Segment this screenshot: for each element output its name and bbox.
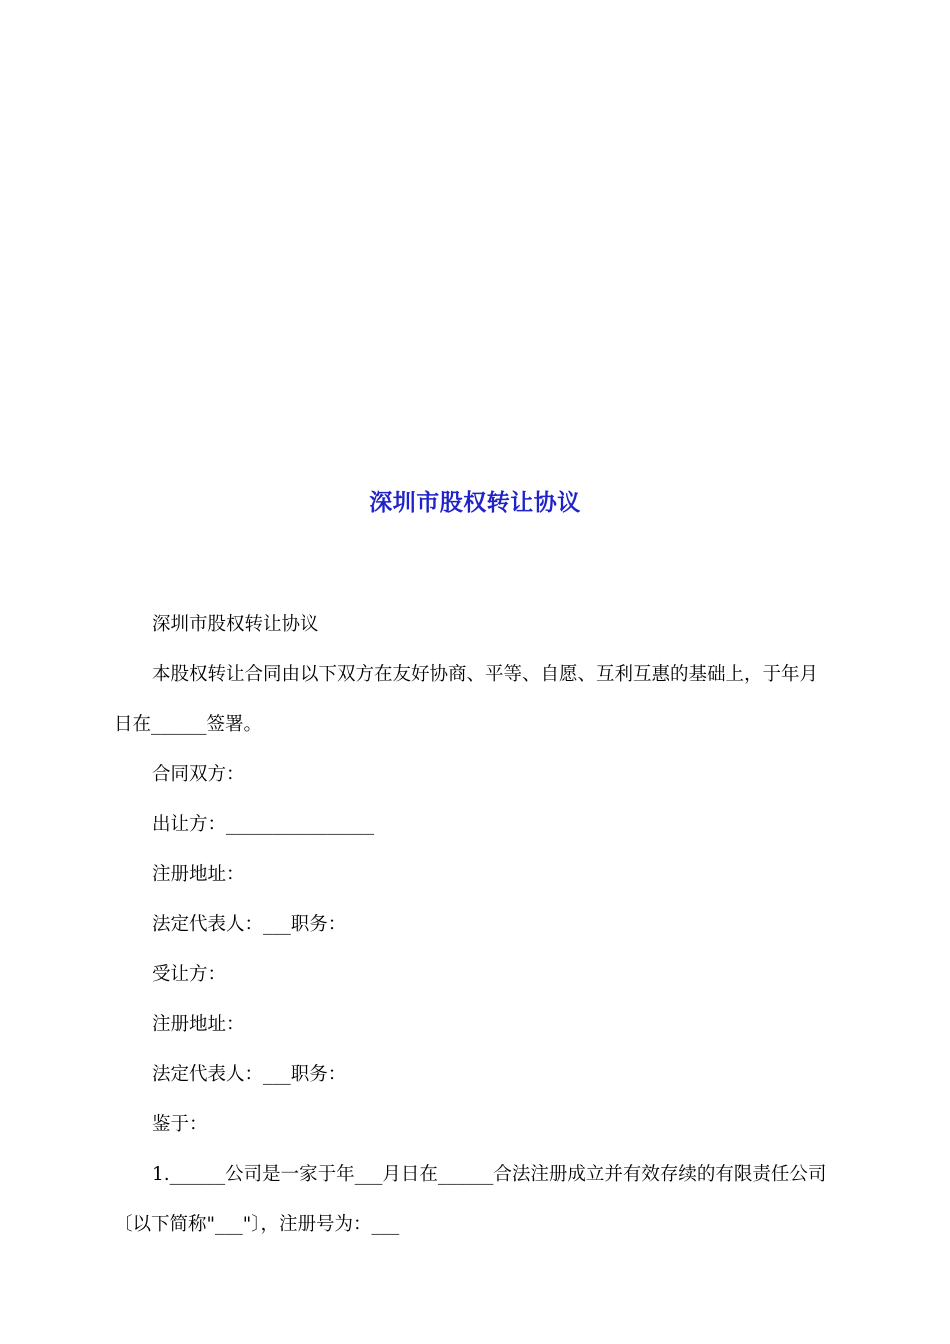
paragraph-intro: 本股权转让合同由以下双方在友好协商、平等、自愿、互利互惠的基础上，于年月日在______签署。 (114, 664, 819, 735)
paragraph-transferor-representative: 法定代表人：___职务： (152, 914, 347, 935)
document-body (114, 600, 836, 1250)
document-title: 深圳市股权转让协议 (369, 489, 581, 516)
paragraph-transferee: 受让方： (152, 964, 227, 985)
paragraph-transferee-address: 注册地址： (152, 1014, 245, 1035)
paragraph-transferee-representative: 法定代表人：___职务： (152, 1064, 347, 1085)
paragraph-whereas: 鉴于： (152, 1114, 208, 1135)
paragraph-transferor-address: 注册地址： (152, 864, 245, 885)
paragraph-clause-1: 1.______公司是一家于年___月日在______合法注册成立并有效存续的有限责任公司〔以下简称"___"〕，注册号为：___ (114, 1164, 827, 1235)
paragraph-transferor: 出让方：________________ (152, 814, 375, 835)
paragraph-heading-repeat: 深圳市股权转让协议 (152, 614, 319, 635)
paragraph-parties-label: 合同双方： (152, 764, 245, 785)
